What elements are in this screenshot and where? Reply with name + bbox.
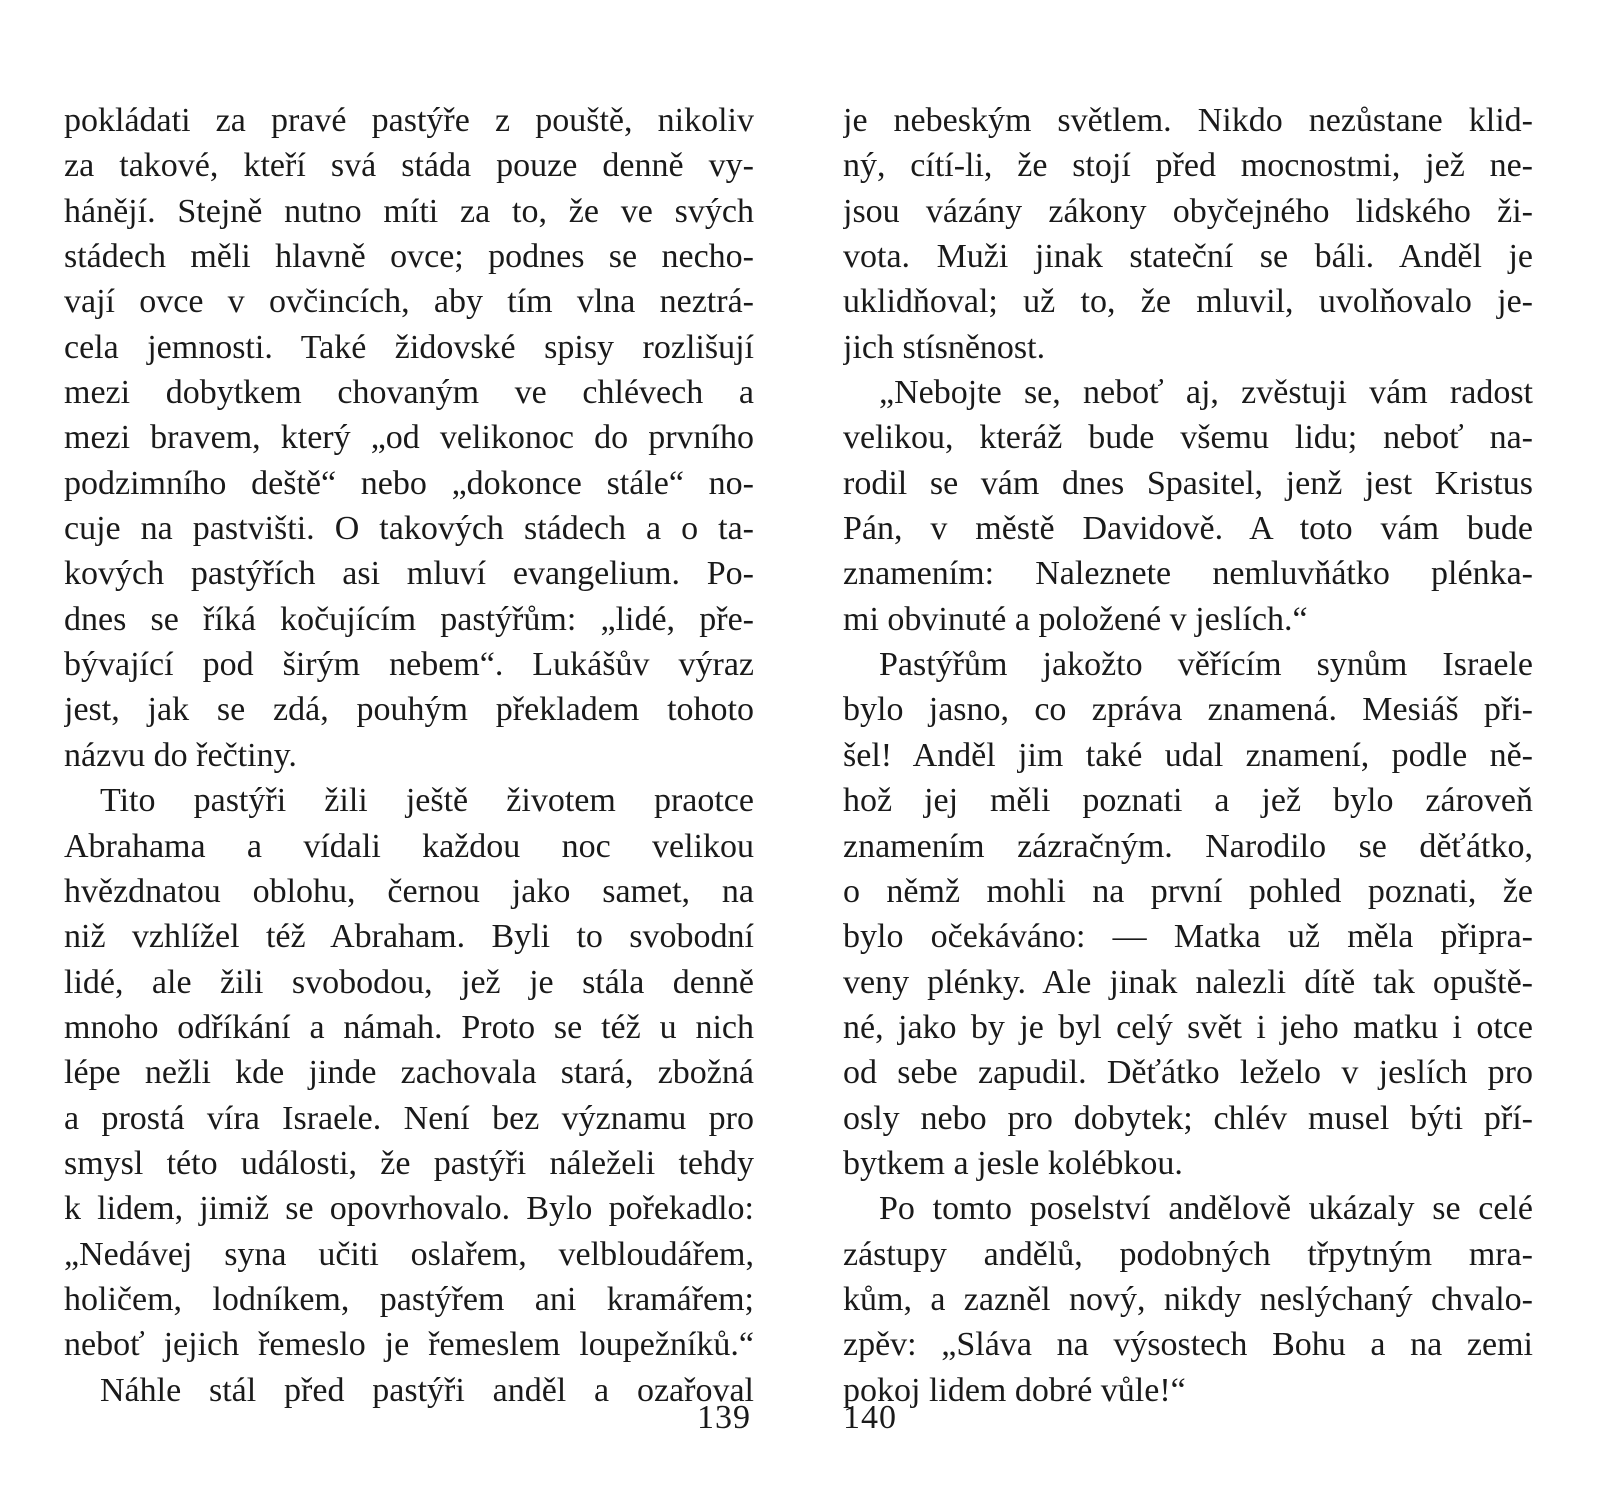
text-line: Tito pastýři žili ještě životem praotce	[100, 782, 754, 820]
text-line: Pastýřům jakožto věřícím synům Israele	[879, 646, 1533, 684]
text-line: a prostá víra Israele. Není bez významu pro	[64, 1099, 754, 1137]
text-line: uklidňoval; už to, že mluvil, uvolňovalo je-	[843, 283, 1533, 321]
text-line: jich stísněnost.	[843, 328, 1046, 366]
text-line: bylo očekáváno: — Matka už měla připra-	[843, 918, 1533, 956]
left-page-text	[64, 98, 754, 1413]
text-line: bývající pod širým nebem“. Lukášův výraz	[64, 646, 754, 684]
text-line: hánějí. Stejně nutno míti za to, že ve svých	[64, 192, 754, 230]
text-line: šel! Anděl jim také udal znamení, podle ně-	[843, 736, 1533, 774]
text-line: cuje na pastvišti. O takových stádech a o ta-	[64, 510, 754, 548]
text-line: neboť jejich řemeslo je řemeslem loupežníků.“	[64, 1326, 754, 1364]
text-line: je nebeským světlem. Nikdo nezůstane klid-	[843, 102, 1533, 139]
text-line: „Nedávej syna učiti oslařem, velbloudářem,	[64, 1235, 754, 1273]
text-line: pokoj lidem dobré vůle!“	[843, 1371, 1186, 1409]
page-number-right: 140	[843, 1399, 897, 1436]
text-line: mezi bravem, který „od velikonoc do prvního	[64, 419, 754, 457]
text-line: holičem, lodníkem, pastýřem ani kramářem;	[64, 1280, 754, 1318]
text-line: o němž mohli na první pohled poznati, že	[843, 872, 1533, 910]
text-line: hvězdnatou oblohu, černou jako samet, na	[64, 872, 754, 910]
text-line: smysl této události, že pastýři náleželi tehdy	[64, 1144, 754, 1182]
text-line: lépe nežli kde jinde zachovala stará, zbožná	[64, 1054, 754, 1092]
text-line: znamením: Naleznete nemluvňátko plénka-	[843, 555, 1533, 593]
text-line: Po tomto poselství andělově ukázaly se celé	[879, 1190, 1533, 1228]
text-line: veny plénky. Ale jinak nalezli dítě tak opuště-	[843, 963, 1533, 1001]
text-line: rodil se vám dnes Spasitel, jenž jest Kristus	[843, 464, 1533, 502]
text-line: né, jako by je byl celý svět i jeho matku i otce	[843, 1008, 1533, 1046]
text-line: cela jemnosti. Také židovské spisy rozlišují	[64, 328, 754, 366]
text-line: mezi dobytkem chovaným ve chlévech a	[64, 374, 754, 412]
text-line: kům, a zazněl nový, nikdy neslýchaný chvalo-	[843, 1280, 1533, 1318]
text-line: vají ovce v ovčincích, aby tím vlna neztrá-	[64, 283, 754, 321]
text-line: ný, cítí-li, že stojí před mocnostmi, jež ne-	[843, 147, 1533, 185]
text-line: pokládati za pravé pastýře z pouště, nikoliv	[64, 102, 754, 139]
text-line: k lidem, jimiž se opovrhovalo. Bylo pořekadlo:	[64, 1190, 754, 1228]
text-line: hož jej měli poznati a jež bylo zároveň	[843, 782, 1533, 820]
text-line: velikou, kteráž bude všemu lidu; neboť na-	[843, 419, 1533, 457]
text-line: „Nebojte se, neboť aj, zvěstuji vám radost	[879, 374, 1533, 412]
right-page	[809, 0, 1618, 1500]
text-line: jsou vázány zákony obyčejného lidského ži-	[843, 192, 1533, 230]
text-line: za takové, kteří svá stáda pouze denně vy-	[64, 147, 754, 185]
right-page-text	[843, 98, 1533, 1413]
text-line: stádech měli hlavně ovce; podnes se necho-	[64, 238, 754, 276]
page-number-left: 139	[697, 1399, 751, 1436]
text-line: niž vzhlížel též Abraham. Byli to svobodní	[64, 918, 754, 956]
text-line: bytkem a jesle kolébkou.	[843, 1144, 1183, 1182]
text-line: mnoho odříkání a námah. Proto se též u nich	[64, 1008, 754, 1046]
text-line: dnes se říká kočujícím pastýřům: „lidé, pře-	[64, 600, 754, 638]
text-line: vota. Muži jinak stateční se báli. Anděl je	[843, 238, 1533, 276]
text-line: mi obvinuté a položené v jeslích.“	[843, 600, 1308, 638]
text-line: Pán, v městě Davidově. A toto vám bude	[843, 510, 1533, 548]
text-line: Abrahama a vídali každou noc velikou	[64, 827, 754, 865]
text-line: zpěv: „Sláva na výsostech Bohu a na zemi	[843, 1326, 1533, 1364]
text-line: osly nebo pro dobytek; chlév musel býti pří-	[843, 1099, 1533, 1137]
text-line: podzimního deště“ nebo „dokonce stále“ no-	[64, 464, 754, 502]
text-line: jest, jak se zdá, pouhým překladem tohoto	[64, 691, 754, 729]
text-line: lidé, ale žili svobodou, jež je stála denně	[64, 963, 754, 1001]
text-line: od sebe zapudil. Děťátko leželo v jeslích pro	[843, 1054, 1533, 1092]
text-line: Náhle stál před pastýři anděl a ozařoval	[100, 1371, 754, 1409]
text-line: zástupy andělů, podobných třpytným mra-	[843, 1235, 1533, 1273]
text-line: znamením zázračným. Narodilo se děťátko,	[843, 827, 1533, 865]
text-line: názvu do řečtiny.	[64, 736, 297, 774]
text-line: bylo jasno, co zpráva znamená. Mesiáš při-	[843, 691, 1533, 729]
text-line: kových pastýřích asi mluví evangelium. Po-	[64, 555, 754, 593]
